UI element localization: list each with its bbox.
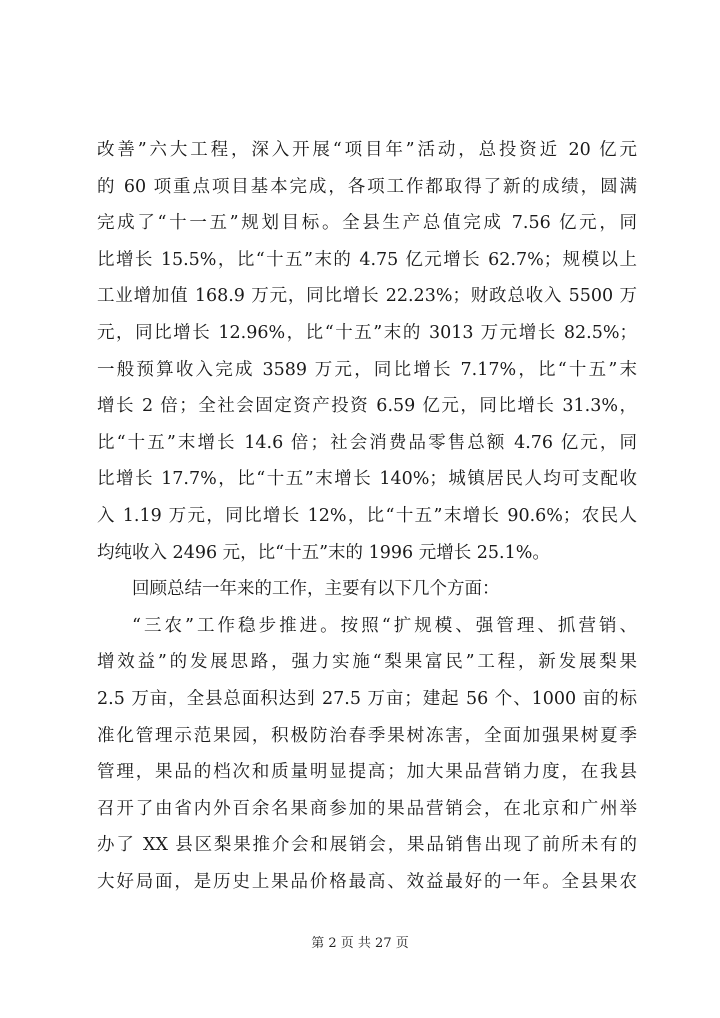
text-line: 办了 XX 县区梨果推介会和展销会，果品销售出现了前所未有的 [97, 835, 637, 856]
text-line: 一般预算收入完成 3589 万元，同比增长 7.17%，比“十五”末 [97, 359, 637, 380]
text-line: 改善”六大工程，深入开展“项目年”活动，总投资近 20 亿元 [97, 140, 637, 160]
paragraph-start-line: “三农”工作稳步推进。按照“扩规模、强管理、抓营销、 [132, 615, 637, 636]
text-line: 增长 2 倍；全社会固定资产投资 6.59 亿元，同比增长 31.3%， [97, 396, 637, 417]
text-line: 管理，果品的档次和质量明显提高；加大果品营销力度，在我县 [97, 762, 637, 783]
text-line: 比增长 15.5%，比“十五”末的 4.75 亿元增长 62.7%；规模以上 [97, 249, 637, 270]
page-footer: 第 2 页 共 27 页 [311, 936, 409, 951]
text-line: 增效益”的发展思路，强力实施“梨果富民”工程，新发展梨果 [97, 652, 637, 673]
text-line: 比增长 17.7%，比“十五”末增长 140%；城镇居民人均可支配收 [97, 469, 637, 490]
text-line: 元，同比增长 12.96%，比“十五”末的 3013 万元增长 82.5%； [97, 322, 637, 343]
text-line: 入 1.19 万元，同比增长 12%，比“十五”末增长 90.6%；农民人 [97, 505, 637, 526]
text-line: 比“十五”末增长 14.6 倍；社会消费品零售总额 4.76 亿元，同 [97, 432, 637, 453]
text-line: 召开了由省内外百余名果商参加的果品营销会，在北京和广州举 [97, 798, 637, 819]
text-line: 的 60 项重点项目基本完成，各项工作都取得了新的成绩，圆满 [97, 176, 637, 197]
text-line: 大好局面，是历史上果品价格最高、效益最好的一年。全县果农 [97, 871, 637, 892]
text-line: 2.5 万亩，全县总面积达到 27.5 万亩；建起 56 个、1000 亩的标 [97, 688, 637, 709]
body-text [97, 132, 637, 900]
paragraph-start-line: 回顾总结一年来的工作，主要有以下几个方面： [132, 579, 500, 600]
text-line: 工业增加值 168.9 万元，同比增长 22.23%；财政总收入 5500 万 [97, 286, 637, 307]
text-line: 完成了“十一五”规划目标。全县生产总值完成 7.56 亿元，同 [97, 213, 637, 234]
text-line: 均纯收入 2496 元，比“十五”末的 1996 元增长 25.1%。 [97, 542, 550, 563]
text-line: 准化管理示范果园，积极防治春季果树冻害，全面加强果树夏季 [97, 725, 637, 746]
